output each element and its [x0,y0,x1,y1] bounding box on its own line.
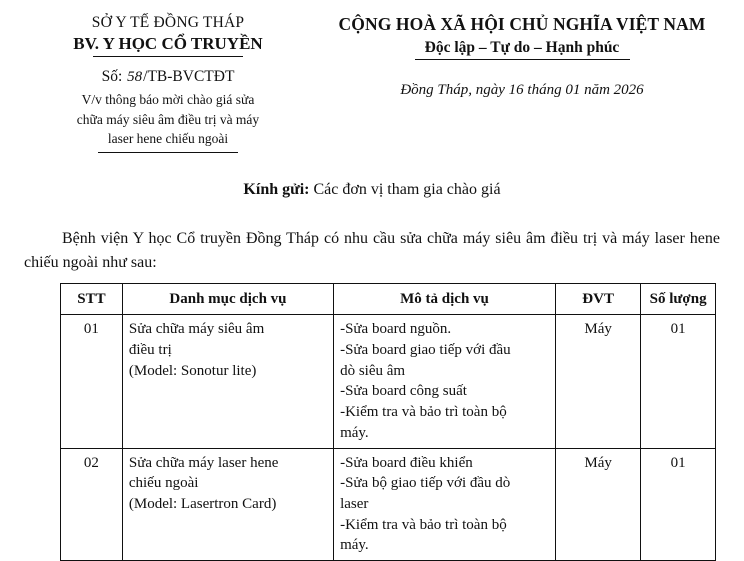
desc-line-5: máy. [340,537,369,554]
cell-quantity: 01 [641,315,716,448]
name-line-2: chiếu ngoài [128,475,199,492]
desc-line-4: -Kiểm tra và bảo trì toàn bộ [340,516,507,533]
desc-line-5: -Kiểm tra và bảo trì toàn bộ [340,404,507,421]
subject-line-1: V/v thông báo mời chào giá sửa [81,92,255,107]
recipient-label: Kính gửi: [243,180,310,198]
cell-service-name [122,315,333,448]
document-subject [18,90,318,149]
national-motto: Độc lập – Tự do – Hạnh phúc [424,39,620,56]
subject-divider [98,152,238,153]
place-and-date: Đồng Tháp, ngày 16 tháng 01 năm 2026 [400,82,644,98]
cell-unit: Máy [555,448,640,560]
recipient-line [0,181,744,199]
name-line-1: Sửa chữa máy laser hene [128,454,279,471]
cell-service-desc [334,315,556,448]
cell-stt: 02 [61,448,123,560]
name-line-2: điều trị [128,342,172,359]
place-date-block [318,68,726,153]
name-line-1: Sửa chữa máy siêu âm [128,321,265,338]
recipient-value: Các đơn vị tham gia chào giá [313,180,501,198]
services-table [60,283,716,561]
desc-line-1: -Sửa board nguồn. [340,321,452,338]
org-divider [93,56,243,57]
cell-quantity: 01 [641,448,716,560]
hospital-name: BV. Y HỌC CỔ TRUYỀN [73,34,263,53]
th-quantity: Số lượng [641,283,716,315]
document-subheader [0,60,744,153]
number-value: 58 [127,69,143,85]
body-paragraph: Bệnh viện Y học Cổ truyền Đồng Tháp có nhu cầu sửa chữa máy siêu âm điều trị và máy laser hene chiếu ngoài như sau: [24,229,720,271]
document-header [0,0,744,60]
document-number-block [18,68,318,153]
desc-line-6: máy. [340,424,369,441]
th-unit: ĐVT [555,283,640,315]
name-line-3: (Model: Lasertron Card) [128,495,277,512]
name-line-3: (Model: Sonotur lite) [128,362,257,379]
th-service-desc: Mô tả dịch vụ [334,283,556,315]
department-name: SỞ Y TẾ ĐỒNG THÁP [91,14,245,31]
number-label: Số: [101,68,123,85]
document-number-line [18,68,318,86]
desc-line-3: dò siêu âm [340,362,406,379]
subject-line-2: chữa máy siêu âm điều trị và máy [76,111,260,127]
desc-line-4: -Sửa board công suất [340,383,467,400]
cell-stt: 01 [61,315,123,448]
desc-line-2: -Sửa bộ giao tiếp với đầu dò [340,475,511,492]
national-heading [318,10,726,60]
table-row [61,315,716,448]
th-service-name: Danh mục dịch vụ [122,283,333,315]
issuing-organization [18,10,318,60]
motto-divider [415,59,630,60]
table-header-row [61,283,716,315]
desc-line-3: laser [340,495,369,512]
desc-line-2: -Sửa board giao tiếp với đầu [340,342,511,359]
cell-unit: Máy [555,315,640,448]
th-stt: STT [61,283,123,315]
desc-line-1: -Sửa board điều khiển [340,454,473,471]
subject-line-3: laser hene chiếu ngoài [107,131,229,147]
country-name: CỘNG HOÀ XÃ HỘI CHỦ NGHĨA VIỆT NAM [338,14,706,34]
number-suffix: /TB-BVCTĐT [143,68,235,85]
